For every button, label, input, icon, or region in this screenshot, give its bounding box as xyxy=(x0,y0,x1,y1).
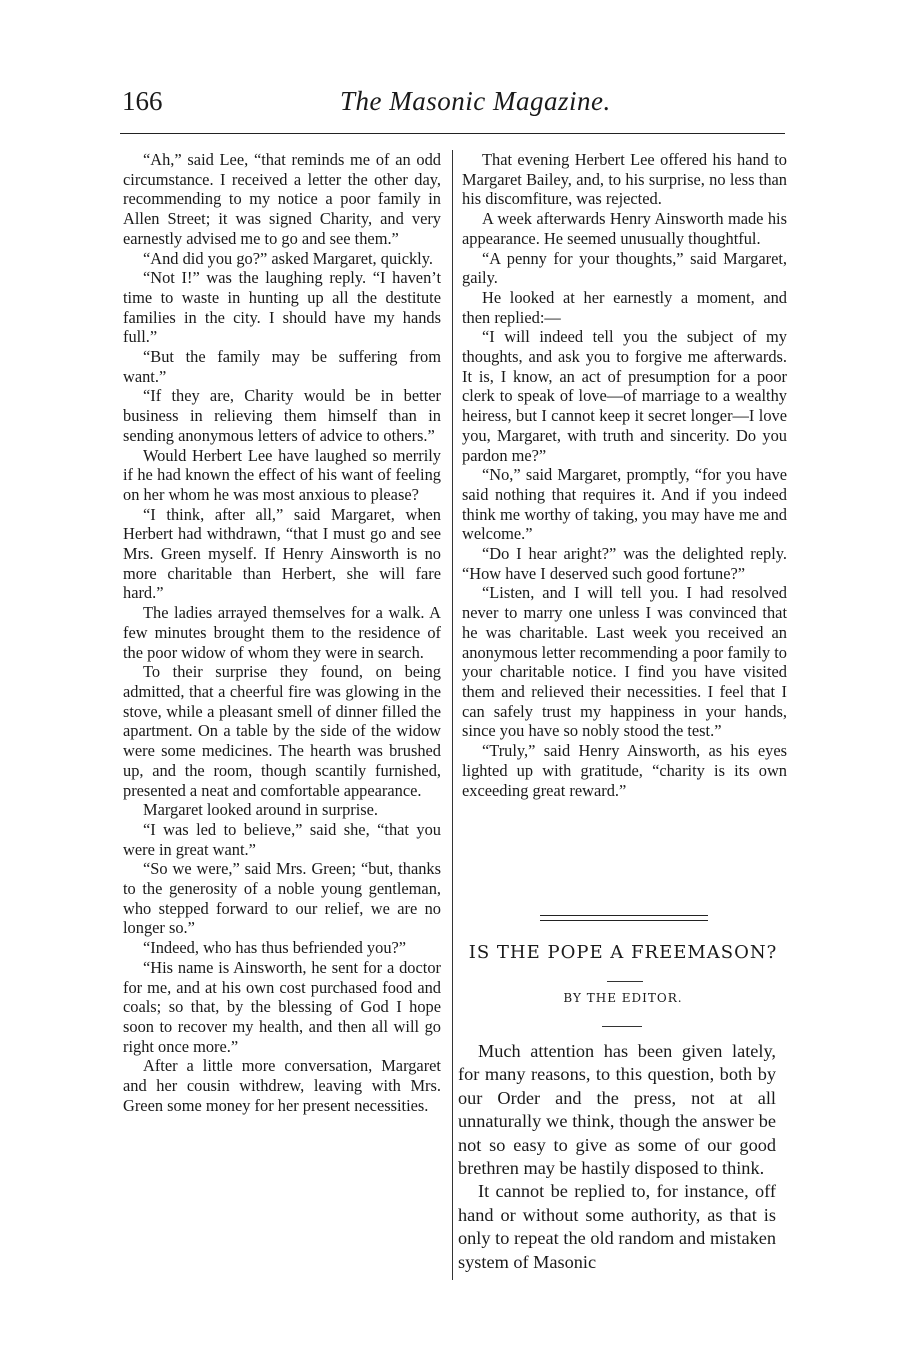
paragraph: Margaret looked around in surprise. xyxy=(143,800,379,820)
left-column xyxy=(123,150,441,1115)
paragraph: A week afterwards Henry Ainsworth made his appearance. He seemed unusually thoughtful. xyxy=(462,209,787,248)
paragraph: “But the family may be suffering from want.” xyxy=(123,347,441,386)
section-double-rule xyxy=(540,915,708,921)
paragraph: “And did you go?” asked Margaret, quickly. xyxy=(143,248,433,268)
right-column xyxy=(462,150,787,800)
paragraph: “I think, after all,” said Margaret, when Herbert had withdrawn, “that I must go and see Mrs. Green myself. If Henry Ainsworth is no more charitable than Herbert, she will fare hard.” xyxy=(123,504,441,603)
paragraph: “If they are, Charity would be in better business in relieving them himself than in sending anonymous letters of advice to others.” xyxy=(123,386,441,445)
paragraph: “I was led to believe,” said she, “that you were in great want.” xyxy=(123,819,441,859)
page-number: 166 xyxy=(122,86,163,116)
article-byline: BY THE EDITOR. xyxy=(563,991,683,1005)
paragraph: “No,” said Margaret, promptly, “for you have said nothing that requires it. And if you indeed think me worthy of taking, you may have me and welcome.” xyxy=(462,465,787,544)
paragraph: “Not I!” was the laughing reply. “I haven’t time to waste in hunting up all the destitute families in the city. I should have my hands full.” xyxy=(123,268,441,347)
paragraph: After a little more conversation, Margaret and her cousin withdrew, leaving with Mrs. Green some money for her present necessities. xyxy=(123,1056,441,1115)
paragraph: Would Herbert Lee have laughed so merrily if he had known the effect of his want of feeling on her whom he was most anxious to please? xyxy=(123,445,441,504)
paragraph: That evening Herbert Lee offered his hand to Margaret Bailey, and, to his surprise, no less than his discomfiture, was rejected. xyxy=(462,150,787,209)
paragraph: “So we were,” said Mrs. Green; “but, thanks to the generosity of a noble young gentleman, who stepped forward to our relief, we are no longer so.” xyxy=(123,859,441,938)
title-rule xyxy=(607,981,643,982)
paragraph: “A penny for your thoughts,” said Margaret, gaily. xyxy=(462,248,787,288)
paragraph: “His name is Ainsworth, he sent for a doctor for me, and at his own cost purchased food and coals; so that, by the blessing of God I hope soon to recover my health, and then all will go right once more.” xyxy=(123,957,441,1056)
header-rule xyxy=(120,133,785,134)
article-body xyxy=(458,1040,776,1274)
paragraph: He looked at her earnestly a moment, and then replied:— xyxy=(462,287,787,327)
paragraph: To their surprise they found, on being admitted, that a cheerful fire was glowing in the stove, while a pleasant smell of dinner filled the apartment. On a table by the side of the widow were some medicines. The hearth was brushed up, and the room, though scantily furnished, presented a neat and comfortable appearance. xyxy=(123,662,441,800)
page-header xyxy=(0,86,900,126)
byline-rule xyxy=(602,1026,642,1027)
paragraph: “I will indeed tell you the subject of my thoughts, and ask you to forgive me afterwards. It is, I know, an act of presumption for a poor clerk to speak of love—of marriage to a wealthy heiress, but I cannot keep it secret longer—I love you, Margaret, with truth and sincerity. Do you pardon me?” xyxy=(462,327,787,465)
paragraph: “Indeed, who has thus befriended you?” xyxy=(143,938,407,958)
paragraph: “Ah,” said Lee, “that reminds me of an odd circumstance. I received a letter the other day, recommending to my notice a poor family in Allen Street; it was signed Charity, and very earnestly advised me to go and see them.” xyxy=(123,150,441,248)
article-title: IS THE POPE A FREEMASON? xyxy=(468,942,778,963)
paragraph: “Listen, and I will tell you. I had resolved never to marry one unless I was convinced that he was charitable. Last week you received an anonymous letter recommending a poor family to your charitable notice. I find you have visited them and relieved their necessities. I feel that I can safely trust my happiness in your hands, since you have so nobly stood the test.” xyxy=(462,583,787,741)
paragraph: It cannot be replied to, for instance, off hand or without some authority, as that is only to repeat the old random and mistaken system of Masonic xyxy=(458,1181,776,1272)
paragraph: “Do I hear aright?” was the delighted reply. “How have I deserved such good fortune?” xyxy=(462,544,787,583)
paragraph: The ladies arrayed themselves for a walk. A few minutes brought them to the residence of the poor widow of whom they were in search. xyxy=(123,603,441,662)
column-divider xyxy=(452,150,453,1280)
paragraph: Much attention has been given lately, for many reasons, to this question, both by our Order and the press, not at all unnaturally we think, though the answer be not so easy to give as some of our good brethren may be hastily disposed to think. xyxy=(458,1041,776,1179)
paragraph: “Truly,” said Henry Ainsworth, as his eyes lighted up with gratitude, “charity is its own exceeding great reward.” xyxy=(462,741,787,800)
running-title: The Masonic Magazine. xyxy=(340,86,611,116)
